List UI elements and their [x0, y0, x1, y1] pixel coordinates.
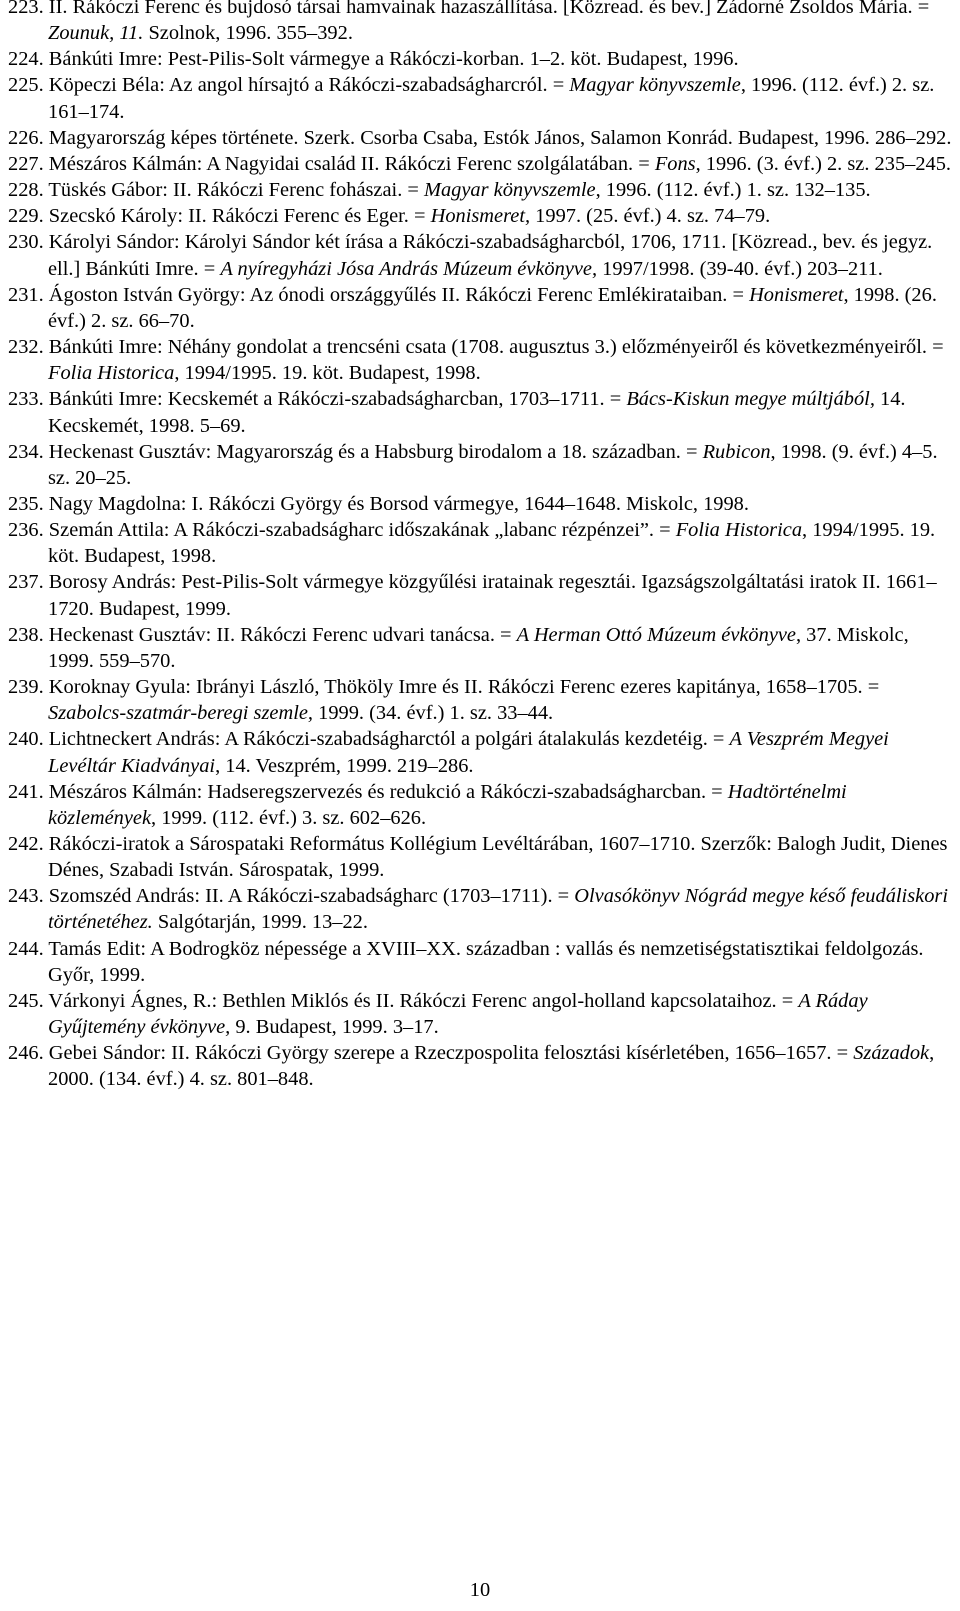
entry-text: , 1998. (26. évf.) 2. sz. 66–70. [48, 283, 937, 332]
bibliography-list [8, 0, 952, 1093]
bibliography-entry [8, 517, 952, 569]
bibliography-entry [8, 569, 952, 621]
entry-text: , 1998. (9. évf.) 4–5. sz. 20–25. [48, 440, 938, 489]
entry-number: 239. [8, 676, 44, 699]
entry-text: Magyarország képes története. Szerk. Csorba Csaba, Estók János, Salamon Konrád. Budapest, 1996. 286–292. [48, 126, 952, 149]
entry-text: Heckenast Gusztáv: Magyarország és a Habsburg birodalom a 18. században. = [48, 440, 703, 463]
entry-source-title: Olvasókönyv Nógrád megye késő feudáliskori történetéhez. [48, 885, 948, 934]
entry-number: 225. [8, 74, 44, 97]
entry-text: Köpeczi Béla: Az angol hírsajtó a Rákóczi-szabadságharcról. = [48, 74, 570, 97]
entry-source-title: Honismeret, [430, 205, 531, 228]
entry-number: 241. [8, 780, 44, 803]
entry-text: Szecskó Károly: II. Rákóczi Ferenc és Eger. = [48, 205, 431, 228]
bibliography-entry [8, 674, 952, 726]
entry-number: 224. [8, 48, 44, 71]
entry-number: 235. [8, 492, 44, 515]
entry-text: Salgótarján, 1999. 13–22. [152, 911, 368, 934]
entry-text: Várkonyi Ágnes, R.: Bethlen Miklós és II. Rákóczi Ferenc angol-holland kapcsolataihoz. = [48, 989, 799, 1012]
entry-text: , 1994/1995. 19. köt. Budapest, 1998. [174, 362, 481, 385]
entry-number: 228. [8, 179, 44, 202]
entry-text: Mészáros Kálmán: A Nagyidai család II. Rákóczi Ferenc szolgálatában. = [48, 152, 655, 175]
entry-source-title: Magyar könyvszemle [424, 179, 596, 202]
entry-text: , 1996. (3. évf.) 2. sz. 235–245. [695, 152, 952, 175]
entry-source-title: Rubicon [702, 440, 771, 463]
entry-text: 1997. (25. évf.) 4. sz. 74–79. [530, 205, 771, 228]
bibliography-entry [8, 439, 952, 491]
entry-text: Ágoston István György: Az ónodi országgyűlés II. Rákóczi Ferenc Emlékirataiban. = [48, 283, 750, 306]
bibliography-entry [8, 334, 952, 386]
entry-number: 227. [8, 152, 44, 175]
entry-text: Bánkúti Imre: Pest-Pilis-Solt vármegye a Rákóczi-korban. 1–2. köt. Budapest, 1996. [48, 48, 739, 71]
entry-number: 236. [8, 519, 44, 542]
bibliography-entry [8, 831, 952, 883]
entry-text: , 2000. (134. évf.) 4. sz. 801–848. [48, 1042, 935, 1091]
entry-source-title: Zounuk, 11. [48, 22, 144, 45]
entry-number: 229. [8, 205, 44, 228]
bibliography-entry [8, 779, 952, 831]
entry-source-title: Folia Historica [48, 362, 175, 385]
entry-number: 244. [8, 937, 44, 960]
entry-number: 242. [8, 833, 44, 855]
entry-source-title: Hadtörténelmi közlemények [48, 780, 847, 829]
entry-text: Bánkúti Imre: Néhány gondolat a trencséni csata (1708. augusztus 3.) előzményeiről és következményeiről. = [48, 336, 944, 359]
entry-text: Szomszéd András: II. A Rákóczi-szabadságharc (1703–1711). = [48, 885, 575, 908]
bibliography-entry [8, 72, 952, 124]
entry-source-title: Szabolcs-szatmár-beregi szemle, [48, 702, 314, 725]
entry-source-title: Honismeret [749, 283, 844, 306]
entry-text: , 1994/1995. 19. köt. Budapest, 1998. [48, 519, 936, 568]
bibliography-entry [8, 988, 952, 1040]
entry-text: , 37. Miskolc, 1999. 559–570. [48, 623, 909, 672]
entry-source-title: A Herman Ottó Múzeum évkönyve [516, 623, 796, 646]
entry-number: 231. [8, 283, 44, 306]
entry-number: 234. [8, 440, 44, 463]
bibliography-entry [8, 125, 952, 151]
entry-text: II. Rákóczi Ferenc és bujdosó társai hamvainak hazaszállítása. [Közread. és bev.] Zádorné Zsoldos Mária. = [48, 0, 930, 18]
entry-number: 243. [8, 885, 44, 908]
entry-text: Szolnok, 1996. 355–392. [143, 22, 353, 45]
entry-text: Gebei Sándor: II. Rákóczi György szerepe a Rzeczpospolita felosztási kísérletében, 1656–1657. = [48, 1042, 854, 1065]
entry-number: 223. [8, 0, 44, 18]
entry-text: , 1999. (112. évf.) 3. sz. 602–626. [151, 806, 427, 829]
entry-text: Mészáros Kálmán: Hadseregszervezés és redukció a Rákóczi-szabadságharcban. = [48, 780, 728, 803]
entry-text: Rákóczi-iratok a Sárospataki Református Kollégium Levéltárában, 1607–1710. Szerzők: Balogh Judit, Dienes Dénes, Szabadi István. Sárospatak, 1999. [48, 833, 948, 882]
bibliography-entry [8, 0, 952, 46]
bibliography-entry [8, 282, 952, 334]
bibliography-entry [8, 386, 952, 438]
bibliography-entry [8, 177, 952, 203]
entry-source-title: Századok [853, 1042, 930, 1065]
entry-number: 232. [8, 336, 44, 359]
entry-text: Károlyi Sándor: Károlyi Sándor két írása a Rákóczi-szabadságharcból, 1706, 1711. [Közread., bev. és jegyz. ell.] Bánkúti Imre. = [48, 231, 933, 280]
entry-source-title: Fons [654, 152, 696, 175]
bibliography-entry [8, 491, 952, 517]
bibliography-entry [8, 1040, 952, 1092]
bibliography-entry [8, 622, 952, 674]
entry-source-title: A nyíregyházi Jósa András Múzeum évkönyve, [220, 257, 598, 280]
entry-source-title: A Veszprém Megyei Levéltár Kiadványai [48, 728, 889, 777]
entry-text: , 1996. (112. évf.) 1. sz. 132–135. [595, 179, 871, 202]
entry-number: 240. [8, 728, 44, 751]
entry-text: 1999. (34. évf.) 1. sz. 33–44. [313, 702, 554, 725]
entry-text: Lichtneckert András: A Rákóczi-szabadságharctól a polgári átalakulás kezdetéig. = [48, 728, 730, 751]
entry-text: Koroknay Gyula: Ibrányi László, Thököly Imre és II. Rákóczi Ferenc ezeres kapitánya, 1658–1705. = [48, 676, 880, 699]
entry-text: Tüskés Gábor: II. Rákóczi Ferenc fohászai. = [48, 179, 424, 202]
entry-source-title: Bács-Kiskun megye múltjából, [626, 388, 875, 411]
entry-number: 237. [8, 571, 44, 594]
entry-source-title: A Ráday Gyűjtemény évkönyve, [48, 989, 868, 1039]
entry-text: , 14. Veszprém, 1999. 219–286. [215, 754, 474, 777]
entry-text: Heckenast Gusztáv: II. Rákóczi Ferenc udvari tanácsa. = [48, 623, 517, 646]
bibliography-entry [8, 151, 952, 177]
entry-text: Bánkúti Imre: Kecskemét a Rákóczi-szabadságharcban, 1703–1711. = [48, 388, 627, 411]
page-number: 10 [469, 1579, 491, 1601]
entry-text: 9. Budapest, 1999. 3–17. [230, 1016, 439, 1039]
entry-text: Nagy Magdolna: I. Rákóczi György és Borsod vármegye, 1644–1648. Miskolc, 1998. [48, 492, 749, 515]
entry-number: 226. [8, 126, 44, 149]
entry-text: Tamás Edit: A Bodrogköz népessége a XVIII–XX. században : vallás és nemzetiségstatisztikai feldolgozás. Győr, 1999. [48, 937, 924, 986]
entry-text: Szemán Attila: A Rákóczi-szabadságharc időszakának „labanc rézpénzei”. = [48, 519, 676, 542]
entry-number: 233. [8, 388, 44, 411]
entry-number: 245. [8, 989, 44, 1012]
bibliography-entry [8, 936, 952, 988]
bibliography-entry [8, 726, 952, 778]
entry-text: 14. Kecskemét, 1998. 5–69. [48, 388, 906, 437]
entry-text: Borosy András: Pest-Pilis-Solt vármegye közgyűlési iratainak regesztái. Igazságszolgáltatási iratok II. 1661–1720. Budapest, 1999. [48, 571, 937, 620]
entry-number: 246. [8, 1042, 44, 1065]
entry-source-title: Folia Historica [675, 519, 803, 542]
entry-source-title: Magyar könyvszemle [569, 74, 741, 97]
bibliography-entry [8, 229, 952, 281]
entry-number: 230. [8, 231, 44, 254]
entry-text: , 1996. (112. évf.) 2. sz. 161–174. [48, 74, 935, 123]
bibliography-entry [8, 203, 952, 229]
bibliography-entry [8, 883, 952, 935]
bibliography-entry [8, 46, 952, 72]
entry-number: 238. [8, 623, 44, 646]
entry-text: 1997/1998. (39-40. évf.) 203–211. [597, 257, 883, 280]
